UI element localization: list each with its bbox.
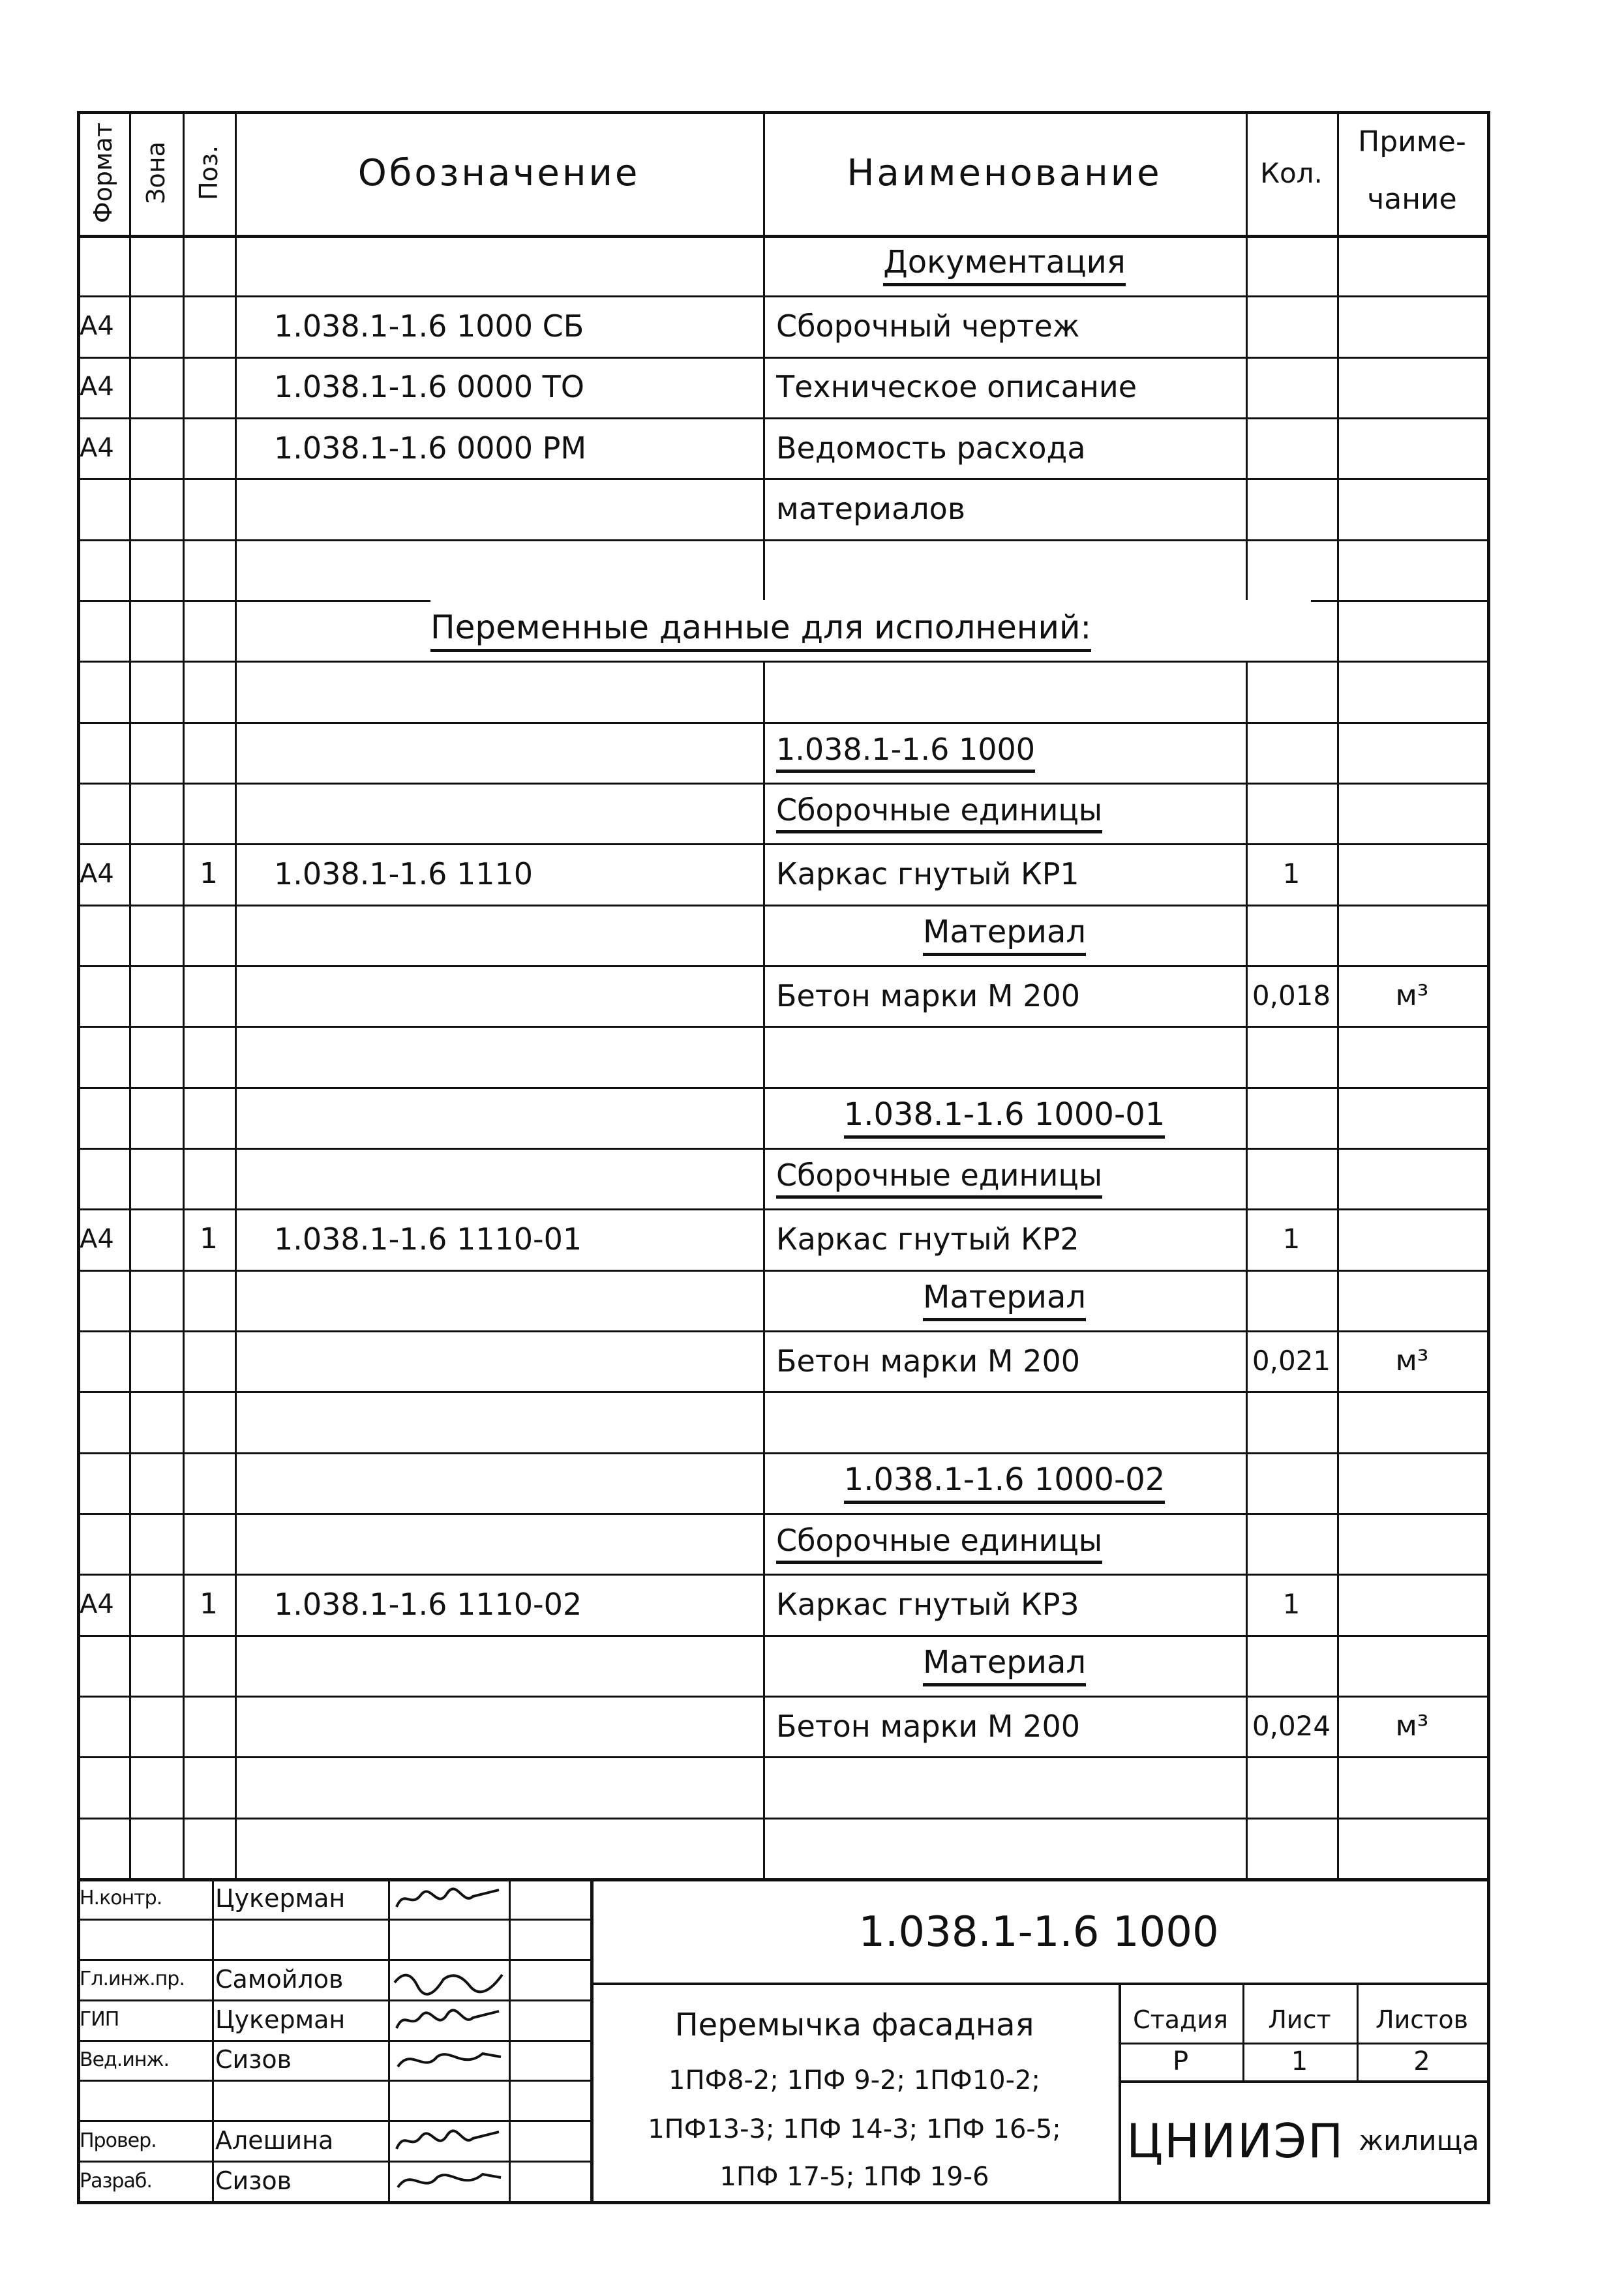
header-name: Наименование [847, 151, 1162, 194]
row-pos: 1 [200, 1222, 218, 1256]
handwritten-signature [391, 2002, 505, 2037]
row-designation: 1.038.1-1.6 1110-02 [274, 1586, 582, 1622]
row-designation: 1.038.1-1.6 1110 [274, 856, 534, 891]
sheets-label: Листов [1376, 2005, 1468, 2034]
signature-role: Вед.инж. [80, 2048, 169, 2071]
row-format: A4 [80, 1223, 114, 1254]
title-line-2: 1ПФ8-2; 1ПФ 9-2; 1ПФ10-2; [669, 2065, 1040, 2095]
signature-name: Цукерман [215, 1883, 346, 1913]
row-name: Бетон марки М 200 [776, 978, 1080, 1013]
header-note-2: чание [1367, 182, 1457, 216]
row-qty: 0,021 [1252, 1345, 1331, 1377]
title-line-4: 1ПФ 17-5; 1ПФ 19-6 [719, 2161, 989, 2192]
org-rule [1119, 2080, 1487, 2083]
row-pos: 1 [200, 1587, 218, 1621]
row-rule [77, 1391, 1487, 1393]
row-name: материалов [776, 490, 965, 526]
row-designation: 1.038.1-1.6 0000 ТО [274, 369, 584, 405]
row-format: A4 [80, 310, 114, 341]
header-format: Формат [89, 122, 118, 224]
row-rule [77, 661, 1487, 663]
row-name: Бетон марки М 200 [776, 1343, 1080, 1379]
signature-role: Разраб. [80, 2169, 152, 2193]
stage-label: Стадия [1133, 2005, 1228, 2034]
row-designation: 1.038.1-1.6 1000 СБ [274, 308, 584, 344]
signature-row-rule [77, 2080, 590, 2082]
row-qty: 0,018 [1252, 980, 1331, 1012]
organization [1119, 2080, 1487, 2201]
header-qty: Кол. [1260, 157, 1323, 189]
row-note: м³ [1395, 1709, 1429, 1743]
row-name-heading: Материал [763, 1635, 1246, 1696]
row-name: Каркас гнутый КР1 [776, 856, 1079, 891]
row-name-heading: 1.038.1-1.6 1000-02 [763, 1452, 1246, 1513]
stage-divider [1119, 1983, 1121, 2201]
row-format: A4 [80, 858, 114, 889]
sheets-divider [1357, 1983, 1359, 2080]
title-code-rule [590, 1983, 1487, 1985]
col-name-rule [763, 111, 765, 1878]
sheets-value: 2 [1413, 2046, 1430, 2076]
row-rule [77, 539, 1487, 541]
signature-name: Цукерман [215, 2005, 346, 2034]
row-rule [77, 1026, 1487, 1028]
handwritten-signature [391, 2123, 505, 2158]
title-line-3: 1ПФ13-3; 1ПФ 14-3; 1ПФ 16-5; [648, 2114, 1061, 2144]
org-name: жилища [1359, 2125, 1479, 2157]
row-qty: 1 [1282, 1223, 1301, 1255]
row-name: Ведомость расхода [776, 430, 1086, 466]
handwritten-signature [391, 2043, 505, 2078]
row-format: A4 [80, 1589, 114, 1619]
row-name: Каркас гнутый КР3 [776, 1586, 1079, 1622]
row-rule [77, 1756, 1487, 1758]
signature-role: ГИП [80, 2008, 119, 2031]
row-format: A4 [80, 432, 114, 463]
row-designation: 1.038.1-1.6 1110-01 [274, 1221, 582, 1257]
signature-name: Сизов [215, 2166, 292, 2196]
row-name: Бетон марки М 200 [776, 1708, 1080, 1744]
row-name: Каркас гнутый КР2 [776, 1221, 1079, 1257]
org-code: ЦНИИЭП [1126, 2113, 1345, 2168]
header-note-1: Приме- [1358, 125, 1466, 158]
row-pos: 1 [200, 857, 218, 891]
signature-name: Алешина [215, 2126, 334, 2155]
sheet-value: 1 [1291, 2046, 1308, 2076]
row-note: м³ [1395, 1344, 1429, 1378]
handwritten-signature [391, 1962, 505, 1997]
frame-bottom [77, 2201, 1490, 2204]
signature-role: Провер. [80, 2129, 157, 2152]
frame-right [1487, 111, 1490, 2204]
row-name: Техническое описание [776, 369, 1137, 405]
row-name-heading: Сборочные единицы [776, 1513, 1246, 1574]
sheet-label: Лист [1268, 2005, 1331, 2034]
row-name-heading: 1.038.1-1.6 1000 [776, 722, 1246, 783]
stage-value: Р [1172, 2046, 1189, 2076]
title-block-divider [590, 1878, 594, 2201]
signature-role: Н.контр. [80, 1887, 162, 1910]
signature-name: Самойлов [215, 1964, 344, 1994]
header-designation: Обозначение [357, 151, 640, 194]
signature-name: Сизов [215, 2045, 292, 2074]
row-name-heading: Сборочные единицы [776, 783, 1246, 843]
row-designation: 1.038.1-1.6 0000 РМ [274, 430, 587, 466]
header-pos: Поз. [194, 145, 224, 201]
row-note: м³ [1395, 979, 1429, 1013]
row-name-heading: Материал [763, 1270, 1246, 1330]
title-line-1: Перемычка фасадная [674, 2007, 1034, 2043]
handwritten-signature [391, 1881, 505, 1916]
sheet-divider [1242, 1983, 1244, 2080]
header-zone: Зона [142, 142, 170, 204]
row-qty: 1 [1282, 1588, 1301, 1621]
row-name-heading: 1.038.1-1.6 1000-01 [763, 1087, 1246, 1148]
row-name-heading: Документация [763, 235, 1246, 295]
row-format: A4 [80, 372, 114, 402]
row-name-heading: Сборочные единицы [776, 1148, 1246, 1208]
row-rule [77, 1818, 1487, 1819]
signature-role: Гл.инж.пр. [80, 1968, 185, 1991]
variable-data-heading: Переменные данные для исполнений: [430, 600, 1311, 661]
row-qty: 0,024 [1252, 1710, 1331, 1743]
stage-row-rule [1119, 2043, 1487, 2044]
handwritten-signature [391, 2163, 505, 2198]
col-designation-rule [235, 111, 237, 1878]
frame-top [77, 111, 1487, 114]
row-name-heading: Материал [763, 905, 1246, 965]
row-qty: 1 [1282, 858, 1301, 890]
row-name: Сборочный чертеж [776, 308, 1080, 344]
document-code: 1.038.1-1.6 1000 [858, 1908, 1219, 1956]
signature-row-rule [77, 1919, 590, 1921]
